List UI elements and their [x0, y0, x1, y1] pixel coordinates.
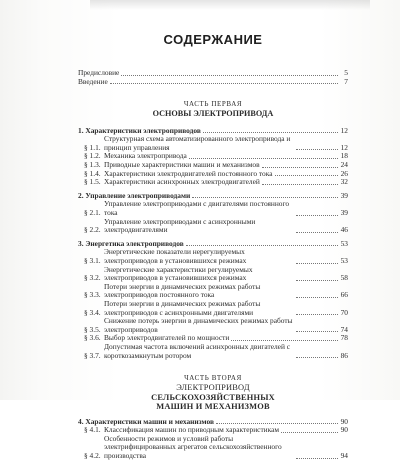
section-number: § 3.6. — [84, 333, 101, 343]
toc-page-number: 86 — [340, 350, 348, 360]
section-number: § 2.1. — [84, 208, 101, 218]
section-title: Классификация машин по приводным характеристикам — [104, 425, 280, 435]
page-top-shadow — [90, 0, 370, 10]
section-title: Потери энергии в динамических режимах работы электроприводов постоянного тока — [104, 281, 261, 300]
toc-section[interactable] — [78, 343, 348, 360]
toc-page-number: 26 — [340, 168, 348, 178]
section-title: Энергетические характеристики регулируемых электроприводов в установившихся режимах — [104, 264, 253, 283]
section-title: Механика электропривода — [104, 151, 187, 161]
section-number: § 3.1. — [84, 256, 101, 265]
leader-dots — [216, 423, 338, 424]
toc-page-number: 58 — [340, 273, 348, 283]
toc-page-number: 32 — [340, 177, 348, 187]
section-number: § 1.1. — [84, 142, 101, 152]
toc-section[interactable] — [78, 317, 348, 334]
section-title: Энергетические показатели нерегулируемых электроприводов в установившихся режимах — [104, 247, 247, 265]
chapter-title: 4. Характеристики машин и механизмов — [78, 416, 214, 426]
toc-page-number: 39 — [340, 208, 348, 218]
toc-entry-text: Введение — [78, 76, 108, 86]
section-number: § 1.3. — [84, 160, 101, 170]
toc-section[interactable] — [78, 200, 348, 217]
section-number: § 3.4. — [84, 307, 101, 317]
toc-entry-introduction[interactable] — [78, 78, 348, 87]
toc-page-number: 7 — [344, 76, 348, 86]
leader-dots — [296, 458, 338, 459]
leader-dots — [262, 167, 338, 168]
toc-page-number: 12 — [340, 125, 348, 135]
leader-dots — [110, 83, 338, 84]
section-number: § 3.7. — [84, 350, 101, 360]
section-title: Структурная схема автоматизированного электропривода и принцип управления — [104, 134, 291, 152]
section-number: § 4.1. — [84, 425, 101, 435]
section-number: § 3.3. — [84, 290, 101, 300]
page-title: СОДЕРЖАНИЕ — [163, 32, 263, 47]
leader-dots — [262, 184, 338, 185]
section-number: § 1.4. — [84, 168, 101, 178]
part-title: ОСНОВЫ ЭЛЕКТРОПРИВОДА — [152, 109, 274, 119]
toc-section[interactable] — [78, 135, 348, 152]
leader-dots — [203, 132, 338, 133]
section-title: Особенности режимов и условий работы электрифицированных агрегатов сельскохозяйственного производства — [104, 433, 282, 460]
leader-dots — [296, 149, 338, 150]
section-title: Допустимая частота включений асинхронных двигателей с короткозамкнутым ротором — [104, 341, 291, 360]
toc-page-number: 5 — [344, 68, 348, 77]
table-of-contents — [78, 32, 348, 461]
toc-section[interactable] — [78, 248, 348, 265]
leader-dots — [296, 215, 338, 216]
toc-entry-preface[interactable] — [78, 69, 348, 78]
toc-page-number: 18 — [340, 151, 348, 161]
toc-page-number: 94 — [340, 451, 348, 460]
section-title: Характеристики асинхронных электродвигателей — [104, 177, 260, 187]
leader-dots — [296, 263, 338, 264]
toc-section[interactable] — [78, 435, 348, 461]
section-number: § 4.2. — [84, 451, 101, 460]
leader-dots — [296, 232, 338, 233]
leader-dots — [296, 280, 338, 281]
toc-page-number: 39 — [340, 190, 348, 200]
part-title — [78, 383, 348, 412]
toc-page-number: 66 — [340, 290, 348, 300]
section-number: § 3.5. — [84, 324, 101, 334]
leader-dots — [121, 75, 338, 76]
section-number: § 1.2. — [84, 151, 101, 161]
leader-dots — [296, 314, 338, 315]
section-title: Управление электроприводами с асинхронными электродвигателями — [104, 216, 256, 235]
toc-page-number: 90 — [340, 416, 348, 426]
toc-section[interactable] — [78, 283, 348, 300]
section-number: § 2.2. — [84, 225, 101, 235]
toc-page-number: 78 — [340, 333, 348, 343]
leader-dots — [189, 158, 338, 159]
toc-page-number: 90 — [340, 425, 348, 435]
section-number: § 3.2. — [84, 273, 101, 283]
section-title: Управление электроприводами с двигателями постоянного тока — [104, 199, 290, 218]
toc-page-number: 24 — [340, 160, 348, 170]
toc-page-number: 70 — [340, 307, 348, 317]
part-label: ЧАСТЬ ПЕРВАЯ — [183, 100, 243, 109]
section-title: Характеристики электродвигателей постоянного тока — [104, 168, 273, 178]
part-title-line: СЕЛЬСКОХОЗЯЙСТВЕННЫХ — [151, 392, 275, 402]
part-label: ЧАСТЬ ВТОРАЯ — [184, 374, 242, 383]
toc-section[interactable] — [78, 300, 348, 317]
leader-dots — [275, 175, 339, 176]
toc-section[interactable] — [78, 266, 348, 283]
leader-dots — [281, 432, 338, 433]
toc-page-number: 53 — [340, 238, 348, 248]
chapter-title: 2. Управление электроприводами — [78, 190, 191, 200]
leader-dots — [296, 331, 338, 332]
toc-page-number: 74 — [340, 324, 348, 334]
leader-dots — [296, 357, 338, 358]
toc-page-number: 53 — [340, 256, 348, 265]
toc-entry-text: Предисловие — [78, 68, 120, 77]
leader-dots — [186, 245, 338, 246]
part-title-line: МАШИН И МЕХАНИЗМОВ — [156, 402, 270, 412]
section-title: Снижение потерь энергии в динамических режимах работы электроприводов — [104, 316, 293, 334]
section-title: Выбор электродвигателей по мощности — [104, 333, 230, 343]
leader-dots — [231, 340, 338, 341]
chapter-title: 1. Характеристики электроприводов — [78, 125, 201, 135]
chapter-title: 3. Энергетика электроприводов — [78, 238, 184, 248]
toc-page-number: 12 — [340, 142, 348, 152]
leader-dots — [192, 197, 338, 198]
toc-section[interactable] — [78, 178, 348, 187]
leader-dots — [296, 297, 338, 298]
section-title: Потери энергии в динамических режимах работы электроприводов с асинхронными двигателями — [104, 298, 261, 317]
toc-section[interactable] — [78, 218, 348, 235]
section-number: § 1.5. — [84, 177, 101, 187]
part-title-line: ЭЛЕКТРОПРИВОД — [176, 383, 250, 393]
section-title: Приводные характеристики машин и механизмов — [104, 160, 260, 170]
toc-page-number: 46 — [340, 225, 348, 235]
